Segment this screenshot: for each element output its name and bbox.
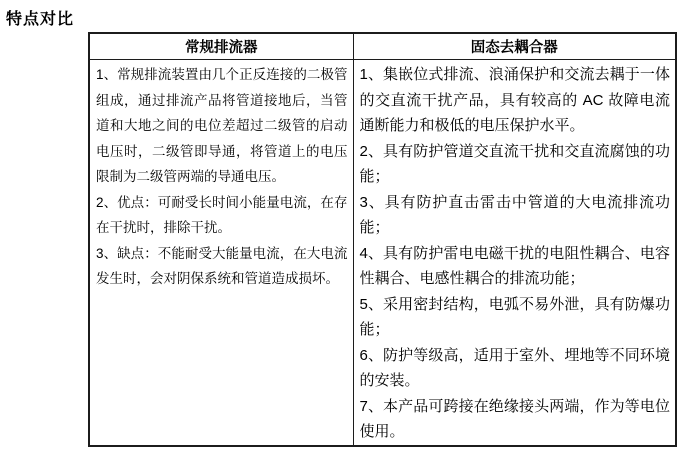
list-item: 1、常规排流装置由几个正反连接的二极管组成，通过排流产品将管道接地后，当管道和大地之间的电位差超过二级管的启动电压时，二级管即导通，将管道上的电压限制为二级管两端的导通电压。 [96,67,348,184]
list-item: 6、防护等级高，适用于室外、埋地等不同环境的安装。 [359,346,670,389]
header-row [89,33,676,60]
list-item: 5、采用密封结构，电弧不易外泄，具有防爆功能； [359,295,670,338]
column-header-solid-state-decoupler: 固态去耦合器 [353,33,676,60]
cell-solid-state-decoupler [353,60,676,446]
list-item: 3、缺点：不能耐受大能量电流，在大电流发生时，会对阴保系统和管道造成损坏。 [96,245,348,286]
list-item: 1、集嵌位式排流、浪涌保护和交流去耦于一体的交直流干扰产品，具有较高的 AC 故障电流通断能力和极低的电压保护水平。 [359,66,670,134]
list-item: 3、具有防护直击雷击中管道的大电流排流功能； [359,193,670,236]
list-item: 4、具有防护雷电电磁干扰的电阻性耦合、电容性耦合、电感性耦合的排流功能； [359,244,670,287]
cell-conventional-drainage [89,60,353,446]
list-item: 2、优点：可耐受长时间小能量电流，在存在干扰时，排除干扰。 [96,194,348,235]
page-title: 特点对比 [6,11,75,28]
comparison-table [88,32,677,447]
column-header-conventional-drainage: 常规排流器 [89,33,353,60]
body-row [89,60,676,446]
list-item: 7、本产品可跨接在绝缘接头两端，作为等电位使用。 [359,397,670,440]
list-item: 2、具有防护管道交直流干扰和交直流腐蚀的功能； [359,142,670,185]
